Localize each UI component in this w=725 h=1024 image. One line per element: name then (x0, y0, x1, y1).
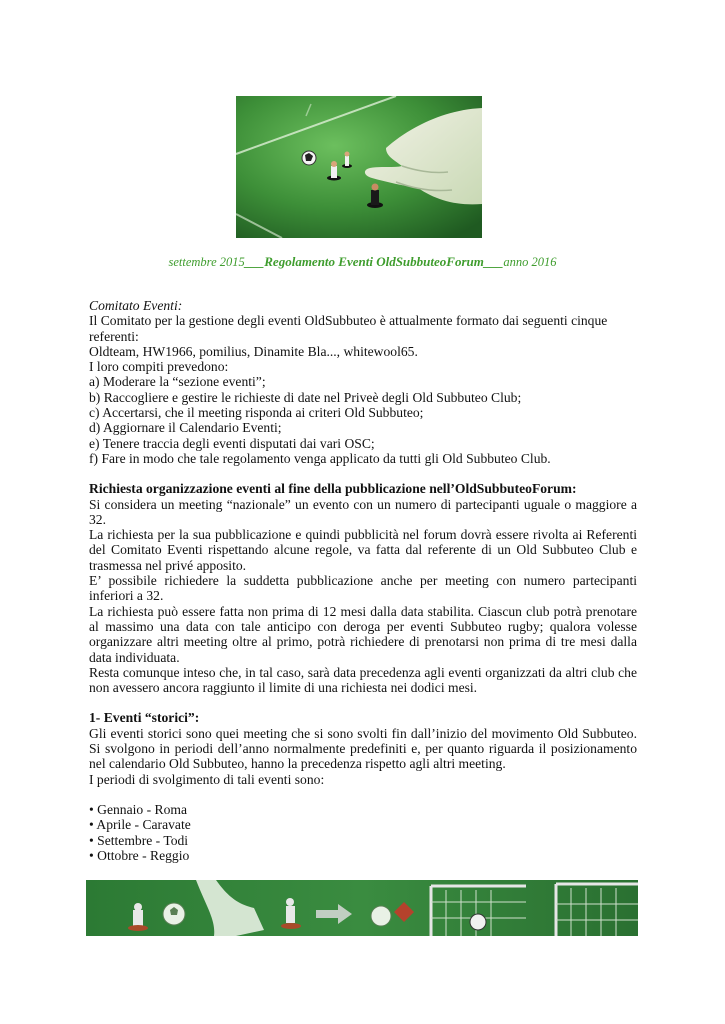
subbuteo-banner (86, 880, 638, 936)
task-item: e) Tenere traccia degli eventi disputati dai vari OSC; (89, 435, 375, 451)
historic-paragraph: Gli eventi storici sono quei meeting che si sono svolti fin dall’inizio del movimento Old Subbuteo. Si svolgono in periodi dell’anno normalmente predefiniti e, per quanto riguarda il posizionamento nel calendario Old Subbuteo, hanno la precedenza rispetto agli altri meeting. (89, 725, 637, 772)
request-paragraph: La richiesta per la sua pubblicazione e quindi pubblicità nel forum dovrà essere rivolta ai Referenti del Comitato Eventi rispettando alcune regole, va fatta dal referente di un Old Subbuteo Club e trasmessa nel privé apposito. (89, 527, 637, 573)
request-paragraph: Resta comunque inteso che, in tal caso, sarà data precedenza agli eventi organizzati da altri club che non avessero ancora raggiunto il limite di una richiesta nei dodici mesi. (89, 664, 637, 696)
committee-members: Oldteam, HW1966, pomilius, Dinamite Bla..., whitewool65. (89, 343, 418, 359)
task-item: d) Aggiornare il Calendario Eventi; (89, 420, 282, 436)
task-item: c) Accertarsi, che il meeting risponda ai criteri Old Subbuteo; (89, 405, 424, 421)
date-left: settembre 2015 (168, 255, 245, 269)
request-paragraph: Si considera un meeting “nazionale” un evento con un numero di partecipanti uguale o maggiore a 32. (89, 496, 637, 527)
request-paragraph: La richiesta può essere fatta non prima di 12 mesi dalla data stabilita. Ciascun club potrà prenotare al massimo una data con tale anticipo con deroga per eventi Subbuteo rugby; qualora volesse organizzare altri meeting oltre al primo, potrà richiedere di prenotarsi non prima di tre mesi dalla data individuata. (89, 603, 637, 665)
request-section (89, 481, 637, 695)
request-heading: Richiesta organizzazione eventi al fine della pubblicazione nell’OldSubbuteoForum: (89, 481, 577, 497)
historic-event-item: • Gennaio - Roma (89, 801, 188, 817)
spacer (89, 787, 637, 802)
spacer (89, 863, 637, 878)
spacer (89, 695, 637, 710)
document-title: ___Regolamento Eventi OldSubbuteoForum___ (244, 254, 504, 269)
date-right: anno 2016 (503, 255, 557, 269)
historic-list-intro: I periodi di svolgimento di tali eventi sono: (89, 771, 325, 787)
banner-svg (86, 880, 638, 936)
historic-heading: 1- Eventi “storici”: (89, 710, 200, 726)
committee-tasks-intro: I loro compiti prevedono: (89, 359, 229, 375)
historic-section (89, 710, 637, 908)
historic-event-item: • Aprile - Caravate (89, 817, 191, 833)
task-item: a) Moderare la “sezione eventi”; (89, 374, 266, 390)
historic-event-item: • Ottobre - Reggio (89, 847, 190, 863)
task-item: b) Raccogliere e gestire le richieste di date nel Priveè degli Old Subbuteo Club; (89, 389, 522, 405)
task-item: f) Fare in modo che tale regolamento venga applicato da tutti gli Old Subbuteo Club. (89, 450, 551, 466)
request-paragraph: E’ possibile richiedere la suddetta pubblicazione anche per meeting con numero partecipanti inferiori a 32. (89, 573, 637, 604)
photo-svg (236, 96, 482, 238)
committee-intro-line: Il Comitato per la gestione degli eventi OldSubbuteo è attualmente formato dai seguenti cinque referenti: (89, 313, 608, 344)
historic-event-item: • Settembre - Todi (89, 832, 189, 848)
spacer (89, 466, 637, 481)
committee-heading: Comitato Eventi: (89, 298, 183, 313)
committee-section (89, 298, 637, 466)
subbuteo-flick-photo (236, 96, 482, 238)
document-subtitle (0, 254, 725, 270)
document-body (89, 298, 637, 909)
